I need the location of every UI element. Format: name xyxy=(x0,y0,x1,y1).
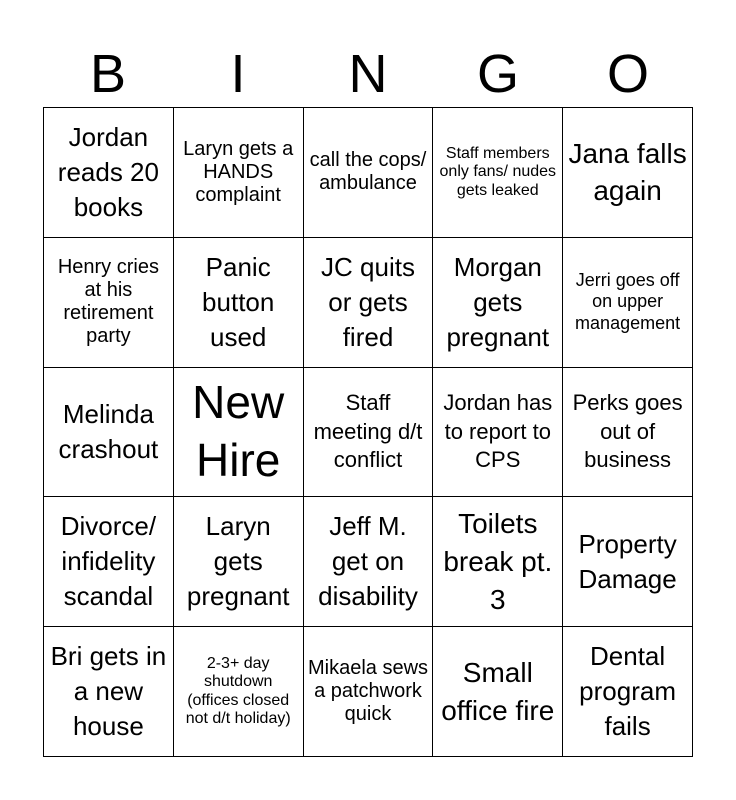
bingo-cell[interactable]: Dental program fails xyxy=(563,627,693,757)
bingo-cell[interactable]: 2-3+ day shutdown (offices closed not d/t holiday) xyxy=(174,627,304,757)
free-space-cell[interactable]: New Hire xyxy=(174,368,304,498)
bingo-cell[interactable]: Laryn gets a HANDS complaint xyxy=(174,108,304,238)
header-letter-b: B xyxy=(89,44,127,104)
header-letter-n: N xyxy=(348,44,388,104)
bingo-cell[interactable]: Small office fire xyxy=(433,627,563,757)
bingo-cell[interactable]: Toilets break pt. 3 xyxy=(433,497,563,627)
bingo-cell[interactable]: Jordan reads 20 books xyxy=(44,108,174,238)
bingo-cell[interactable]: Melinda crashout xyxy=(44,368,174,498)
bingo-cell[interactable]: Morgan gets pregnant xyxy=(433,238,563,368)
bingo-header xyxy=(43,42,693,106)
bingo-cell[interactable]: Jeff M. get on disability xyxy=(304,497,434,627)
bingo-cell[interactable]: Laryn gets pregnant xyxy=(174,497,304,627)
bingo-cell[interactable]: Panic button used xyxy=(174,238,304,368)
bingo-cell[interactable]: JC quits or gets fired xyxy=(304,238,434,368)
bingo-cell[interactable]: Staff meeting d/t conflict xyxy=(304,368,434,498)
bingo-cell[interactable]: Staff members only fans/ nudes gets leaked xyxy=(433,108,563,238)
bingo-cell[interactable]: Divorce/ infidelity scandal xyxy=(44,497,174,627)
bingo-cell[interactable]: call the cops/ ambulance xyxy=(304,108,434,238)
header-letter-i: I xyxy=(230,44,246,104)
header-letter-o: O xyxy=(606,44,649,104)
bingo-cell[interactable]: Henry cries at his retirement party xyxy=(44,238,174,368)
bingo-grid xyxy=(43,107,693,757)
bingo-cell[interactable]: Perks goes out of business xyxy=(563,368,693,498)
bingo-cell[interactable]: Jerri goes off on upper management xyxy=(563,238,693,368)
bingo-cell[interactable]: Bri gets in a new house xyxy=(44,627,174,757)
header-letter-g: G xyxy=(476,44,519,104)
bingo-cell[interactable]: Property Damage xyxy=(563,497,693,627)
bingo-cell[interactable]: Jordan has to report to CPS xyxy=(433,368,563,498)
bingo-cell[interactable]: Mikaela sews a patchwork quick xyxy=(304,627,434,757)
bingo-cell[interactable]: Jana falls again xyxy=(563,108,693,238)
